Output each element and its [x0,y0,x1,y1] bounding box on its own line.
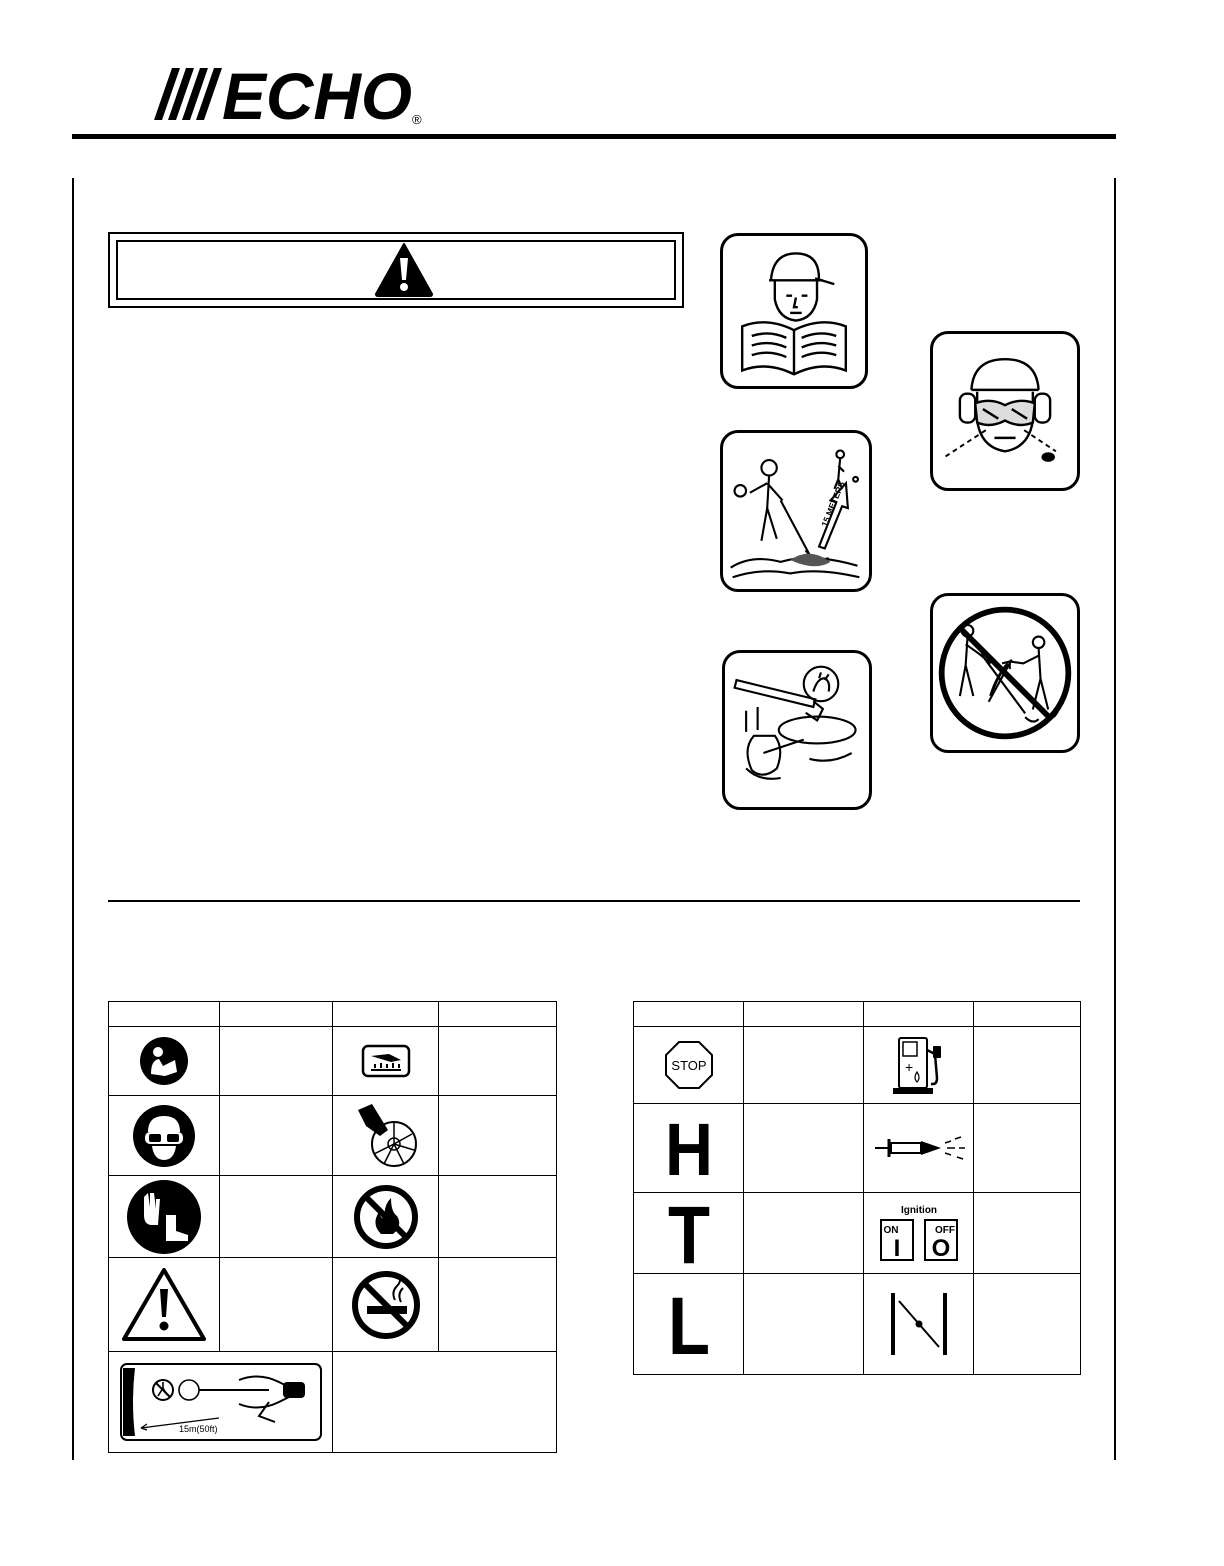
table-header-cell [333,1002,439,1027]
no-open-flame-icon [353,1184,419,1250]
wear-eye-ear-protection-icon [132,1104,196,1168]
symbol-cell [333,1258,439,1352]
symbol-t: T [667,1190,710,1281]
symbols-table-left [108,1001,557,1453]
table-row [634,1104,1081,1193]
table-header-cell [220,1002,333,1027]
symbol-cell [333,1027,439,1096]
symbol-label [333,1352,557,1453]
symbol-label [744,1104,864,1193]
symbol-label [439,1027,557,1096]
table-header-row [109,1002,557,1027]
hot-surface-icon [361,1044,411,1078]
symbol-label [744,1274,864,1375]
read-manual-icon [139,1036,189,1086]
page-left-border [72,178,74,1460]
table-header-cell [634,1002,744,1027]
symbol-cell [634,1190,744,1281]
table-header-cell [439,1002,557,1027]
table-row [109,1176,557,1258]
logo-brand-text: ECHO [222,59,412,133]
symbol-cell [109,1258,220,1352]
symbol-cell [634,1274,744,1375]
warning-box [108,232,684,308]
symbol-label [974,1193,1081,1274]
symbol-cell [109,1176,220,1258]
symbol-label [974,1274,1081,1375]
ignition-label: Ignition [900,1205,937,1216]
table-header-cell [109,1002,220,1027]
echo-logo [150,59,430,133]
table-row [109,1027,557,1096]
no-smoking-icon [351,1270,421,1340]
blade-thrust-hand-icon [725,653,869,807]
caution-triangle-icon [121,1267,207,1343]
idle-t-icon [667,1190,711,1281]
symbol-cell [864,1027,974,1104]
warning-box-inner [116,240,676,300]
keep-bystanders-away-icon [723,433,869,589]
warning-triangle-icon [374,242,434,298]
operator-reading-manual-icon [723,236,865,386]
symbol-label [974,1027,1081,1104]
symbols-table-right [633,1001,1081,1375]
table-row [109,1096,557,1176]
high-speed-h-icon [664,1108,714,1191]
table-header-row [634,1002,1081,1027]
symbol-label [220,1176,333,1258]
distance-label: 15 METERS [819,479,847,529]
low-speed-l-icon [667,1281,711,1372]
symbol-cell [333,1176,439,1258]
table-header-cell [974,1002,1081,1027]
ignition-off-label: OFF [934,1225,955,1236]
panel-keep-bystanders-away [720,430,872,592]
symbol-label [439,1176,557,1258]
fuel-pump-icon [891,1034,947,1096]
symbol-label [220,1096,333,1176]
table-row [109,1352,557,1453]
symbol-cell [634,1104,744,1193]
echo-logo-icon [150,59,430,133]
symbol-l: L [667,1281,710,1372]
table-row [634,1274,1081,1375]
blade-hand-warning-icon [354,1100,418,1172]
symbol-label [744,1193,864,1274]
panel-eye-ear-protection [930,331,1080,491]
symbol-label [220,1258,333,1352]
eye-and-ear-protection-icon [933,334,1077,488]
symbol-cell [864,1104,974,1193]
symbol-label [439,1258,557,1352]
no-two-operators-icon [933,596,1077,750]
symbol-cell [864,1193,974,1274]
panel-read-manual [720,233,868,389]
gloves-boots-icon [126,1179,202,1255]
symbol-cell [109,1352,333,1453]
symbol-label [744,1027,864,1104]
table-row [634,1027,1081,1104]
diagram-degrees: 360° [125,1385,135,1402]
section-rule [108,900,1080,902]
table-header-cell [864,1002,974,1027]
symbol-cell [109,1096,220,1176]
symbol-h: H [664,1108,713,1191]
registered-mark: ® [412,112,422,127]
ignition-switch-icon [877,1202,961,1264]
panel-no-two-operators [930,593,1080,753]
header-rule [72,134,1116,139]
ignition-off-symbol: O [931,1235,950,1262]
primer-bulb-spray-icon [871,1133,967,1163]
table-header-cell [744,1002,864,1027]
safe-distance-diagram-icon [119,1362,323,1442]
stop-sign-icon [664,1040,714,1090]
symbol-cell [634,1027,744,1104]
page-right-border [1114,178,1116,1460]
panel-blade-thrust [722,650,872,810]
symbol-cell [109,1027,220,1096]
symbol-label [220,1027,333,1096]
choke-lever-icon [887,1291,951,1357]
table-row [634,1193,1081,1274]
fuel-plus: + [904,1059,913,1075]
table-row [109,1258,557,1352]
symbol-label [439,1096,557,1176]
symbol-cell [864,1274,974,1375]
symbol-label [974,1104,1081,1193]
ignition-on-label: ON [883,1225,898,1236]
diagram-distance: 15m(50ft) [178,1424,218,1434]
symbol-cell [333,1096,439,1176]
stop-text: STOP [670,1058,707,1073]
ignition-on-symbol: I [893,1235,900,1262]
